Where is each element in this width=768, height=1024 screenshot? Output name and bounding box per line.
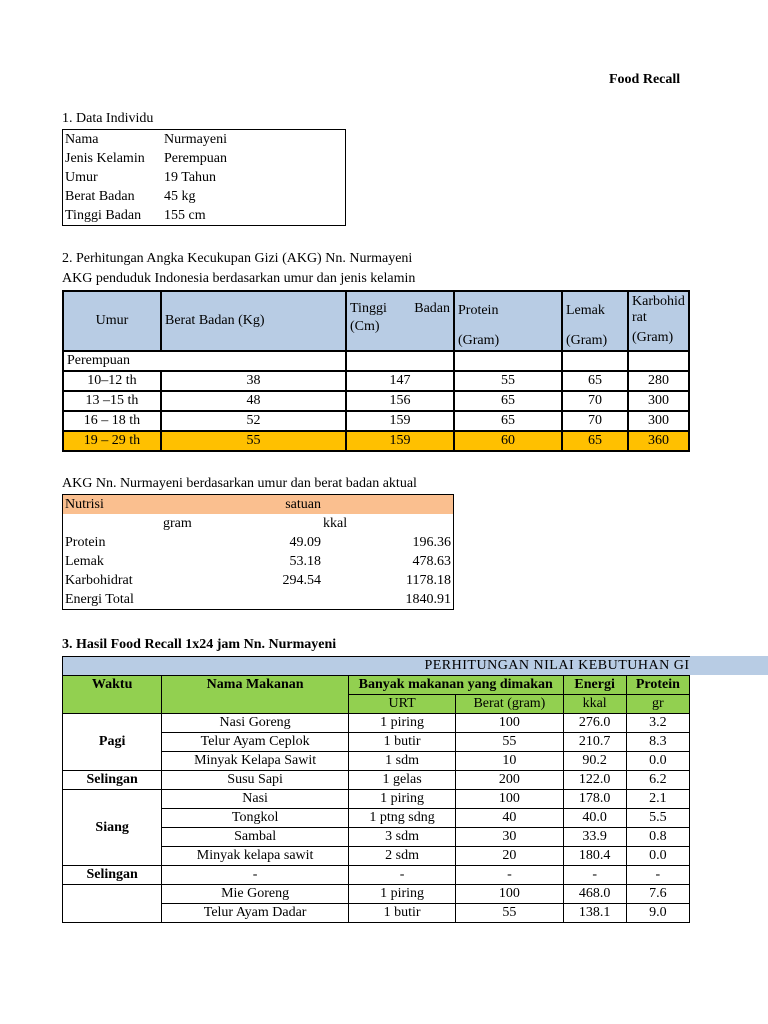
document-title: Food Recall bbox=[609, 72, 681, 87]
recall-cell: Telur Ayam Dadar bbox=[162, 904, 349, 923]
recall-cell: Susu Sapi bbox=[162, 771, 349, 790]
unit-kkal: kkal bbox=[323, 515, 348, 531]
nutrisi-row bbox=[63, 590, 454, 610]
akg-cell: 70 bbox=[562, 411, 628, 431]
nutrisi-kkal: 1840.91 bbox=[405, 591, 451, 607]
data-row bbox=[63, 149, 346, 168]
waktu-cell: Selingan bbox=[63, 866, 162, 885]
akg-cell: 65 bbox=[562, 371, 628, 391]
recall-cell: 0.0 bbox=[626, 752, 689, 771]
recall-cell: 100 bbox=[456, 790, 563, 809]
recall-cell: 180.4 bbox=[563, 847, 626, 866]
nutrisi-row bbox=[63, 533, 454, 552]
recall-cell: Telur Ayam Ceplok bbox=[162, 733, 349, 752]
akg-cell: 16 – 18 th bbox=[63, 411, 161, 431]
header-row-1 bbox=[63, 676, 690, 695]
recall-cell: 100 bbox=[456, 714, 563, 733]
nutrisi-table bbox=[62, 494, 454, 610]
waktu-cell: Selingan bbox=[63, 771, 162, 790]
col-lemak: Lemak (Gram) bbox=[562, 291, 628, 351]
unit-gram: gram bbox=[163, 515, 192, 531]
recall-cell: 7.6 bbox=[626, 885, 689, 904]
akg-cell: 300 bbox=[628, 411, 689, 431]
akg-cell: 65 bbox=[454, 411, 562, 431]
recall-cell: 0.0 bbox=[626, 847, 689, 866]
akg-cell: 360 bbox=[628, 431, 689, 451]
akg-cell: 159 bbox=[346, 431, 454, 451]
recall-cell: Nasi Goreng bbox=[162, 714, 349, 733]
waktu-cell: Pagi bbox=[63, 714, 162, 771]
nutrisi-gram: 294.54 bbox=[282, 572, 321, 588]
akg-cell: 52 bbox=[161, 411, 346, 431]
akg-table bbox=[62, 290, 690, 452]
recall-cell: 100 bbox=[456, 885, 563, 904]
nutrisi-label: Protein bbox=[65, 534, 106, 550]
recall-cell: - bbox=[348, 866, 455, 885]
nutrisi-gram bbox=[159, 590, 323, 610]
recall-cell: 178.0 bbox=[563, 790, 626, 809]
field-value: Nurmayeni bbox=[164, 131, 227, 147]
recall-cell: 138.1 bbox=[563, 904, 626, 923]
field-value: 19 Tahun bbox=[164, 169, 217, 185]
recall-cell: 0.8 bbox=[626, 828, 689, 847]
col-berat: Berat (gram) bbox=[456, 695, 563, 714]
recall-cell: 1 butir bbox=[348, 733, 455, 752]
recall-cell: - bbox=[563, 866, 626, 885]
recall-cell: 9.0 bbox=[626, 904, 689, 923]
field-label: Berat Badan bbox=[65, 188, 135, 204]
recall-cell: - bbox=[456, 866, 563, 885]
col-nutrisi: Nutrisi bbox=[63, 495, 160, 515]
col-kkal: kkal bbox=[563, 695, 626, 714]
field-value: 155 cm bbox=[164, 207, 206, 223]
recall-cell: 20 bbox=[456, 847, 563, 866]
akg-cell: 13 –15 th bbox=[63, 391, 161, 411]
recall-cell: 1 piring bbox=[348, 885, 455, 904]
nutrisi-kkal: 1178.18 bbox=[406, 572, 451, 588]
data-row bbox=[63, 206, 346, 226]
recall-cell: Minyak Kelapa Sawit bbox=[162, 752, 349, 771]
recall-row bbox=[63, 771, 690, 790]
col-karbohidrat: Karbohid rat (Gram) bbox=[628, 291, 689, 351]
recall-cell: 1 sdm bbox=[348, 752, 455, 771]
recall-cell: 40 bbox=[456, 809, 563, 828]
col-nama: Nama Makanan bbox=[162, 676, 349, 714]
recall-row bbox=[63, 790, 690, 809]
nutrisi-gram: 53.18 bbox=[289, 553, 321, 569]
group-label: Perempuan bbox=[63, 351, 161, 371]
akg-cell: 55 bbox=[454, 371, 562, 391]
recall-cell: Nasi bbox=[162, 790, 349, 809]
section-2-subheading: AKG penduduk Indonesia berdasarkan umur dan jenis kelamin bbox=[62, 271, 416, 286]
col-waktu: Waktu bbox=[63, 676, 162, 714]
recall-cell: 2.1 bbox=[626, 790, 689, 809]
recall-row bbox=[63, 866, 690, 885]
banner-text: PERHITUNGAN NILAI KEBUTUHAN GI bbox=[63, 657, 690, 676]
recall-cell: 40.0 bbox=[563, 809, 626, 828]
col-umur: Umur bbox=[63, 291, 161, 351]
field-label: Jenis Kelamin bbox=[65, 150, 145, 166]
recall-cell: 10 bbox=[456, 752, 563, 771]
data-row bbox=[63, 130, 346, 150]
akg-cell: 48 bbox=[161, 391, 346, 411]
section-2-heading: 2. Perhitungan Angka Kecukupan Gizi (AKG) Nn. Nurmayeni bbox=[62, 251, 413, 266]
recall-cell: 6.2 bbox=[626, 771, 689, 790]
recall-cell: 122.0 bbox=[563, 771, 626, 790]
nutrisi-row bbox=[63, 571, 454, 590]
data-row bbox=[63, 168, 346, 187]
akg-cell: 70 bbox=[562, 391, 628, 411]
recall-cell: 2 sdm bbox=[348, 847, 455, 866]
col-satuan: satuan bbox=[159, 495, 323, 515]
akg-row bbox=[63, 371, 689, 391]
recall-cell: - bbox=[162, 866, 349, 885]
col-gr: gr bbox=[626, 695, 689, 714]
akg-group-row bbox=[63, 351, 689, 371]
akg-cell: 60 bbox=[454, 431, 562, 451]
section-2b-heading: AKG Nn. Nurmayeni berdasarkan umur dan berat badan aktual bbox=[62, 476, 417, 491]
akg-row bbox=[63, 431, 689, 451]
units-row bbox=[63, 514, 454, 533]
field-label: Nama bbox=[65, 131, 99, 147]
col-banyak: Banyak makanan yang dimakan bbox=[348, 676, 563, 695]
recall-cell: 55 bbox=[456, 733, 563, 752]
akg-row bbox=[63, 411, 689, 431]
nutrisi-row bbox=[63, 552, 454, 571]
akg-cell: 10–12 th bbox=[63, 371, 161, 391]
recall-cell: Tongkol bbox=[162, 809, 349, 828]
recall-row bbox=[63, 885, 690, 904]
recall-cell: Sambal bbox=[162, 828, 349, 847]
nutrisi-label: Lemak bbox=[65, 553, 104, 569]
akg-cell: 55 bbox=[161, 431, 346, 451]
recall-cell: 1 piring bbox=[348, 714, 455, 733]
akg-cell: 280 bbox=[628, 371, 689, 391]
recall-cell: 5.5 bbox=[626, 809, 689, 828]
section-1-heading: 1. Data Individu bbox=[62, 111, 154, 126]
akg-cell: 19 – 29 th bbox=[63, 431, 161, 451]
recall-cell: 1 butir bbox=[348, 904, 455, 923]
banner-row bbox=[63, 657, 690, 676]
waktu-cell: Siang bbox=[63, 790, 162, 866]
field-value: Perempuan bbox=[164, 150, 227, 166]
recall-cell: 200 bbox=[456, 771, 563, 790]
akg-cell: 65 bbox=[562, 431, 628, 451]
recall-cell: 90.2 bbox=[563, 752, 626, 771]
recall-cell: 1 gelas bbox=[348, 771, 455, 790]
nutrisi-label: Karbohidrat bbox=[65, 572, 133, 588]
nutrisi-kkal: 478.63 bbox=[412, 553, 451, 569]
recall-cell: Mie Goreng bbox=[162, 885, 349, 904]
recall-cell: 3.2 bbox=[626, 714, 689, 733]
akg-cell: 147 bbox=[346, 371, 454, 391]
nutrisi-label: Energi Total bbox=[65, 591, 134, 607]
akg-cell: 38 bbox=[161, 371, 346, 391]
akg-cell: 156 bbox=[346, 391, 454, 411]
nutrisi-kkal: 196.36 bbox=[412, 534, 451, 550]
field-label: Tinggi Badan bbox=[65, 207, 142, 223]
col-berat: Berat Badan (Kg) bbox=[161, 291, 346, 351]
recall-cell: 33.9 bbox=[563, 828, 626, 847]
field-label: Umur bbox=[65, 169, 98, 185]
akg-cell: 300 bbox=[628, 391, 689, 411]
recall-cell: 468.0 bbox=[563, 885, 626, 904]
akg-header-row bbox=[63, 291, 689, 351]
akg-cell: 65 bbox=[454, 391, 562, 411]
col-urt: URT bbox=[348, 695, 455, 714]
recall-cell: 55 bbox=[456, 904, 563, 923]
recall-cell: 8.3 bbox=[626, 733, 689, 752]
col-protein: Protein (Gram) bbox=[454, 291, 562, 351]
field-value: 45 kg bbox=[164, 188, 196, 204]
recall-cell: Minyak kelapa sawit bbox=[162, 847, 349, 866]
nutrisi-gram: 49.09 bbox=[289, 534, 321, 550]
individual-data-table bbox=[62, 129, 346, 226]
recall-row bbox=[63, 714, 690, 733]
akg-cell: 159 bbox=[346, 411, 454, 431]
recall-cell: - bbox=[626, 866, 689, 885]
recall-cell: 1 ptng sdng bbox=[348, 809, 455, 828]
section-3-heading: 3. Hasil Food Recall 1x24 jam Nn. Nurmayeni bbox=[62, 637, 337, 652]
recall-cell: 3 sdm bbox=[348, 828, 455, 847]
col-tinggi: Tinggi Badan (Cm) bbox=[346, 291, 454, 351]
waktu-cell bbox=[63, 885, 162, 923]
recall-cell: 1 piring bbox=[348, 790, 455, 809]
food-recall-table bbox=[62, 656, 690, 923]
col-protein: Protein bbox=[626, 676, 689, 695]
data-row bbox=[63, 187, 346, 206]
recall-cell: 210.7 bbox=[563, 733, 626, 752]
akg-row bbox=[63, 391, 689, 411]
nutrisi-header-row bbox=[63, 495, 454, 515]
recall-cell: 30 bbox=[456, 828, 563, 847]
recall-cell: 276.0 bbox=[563, 714, 626, 733]
col-energi: Energi bbox=[563, 676, 626, 695]
